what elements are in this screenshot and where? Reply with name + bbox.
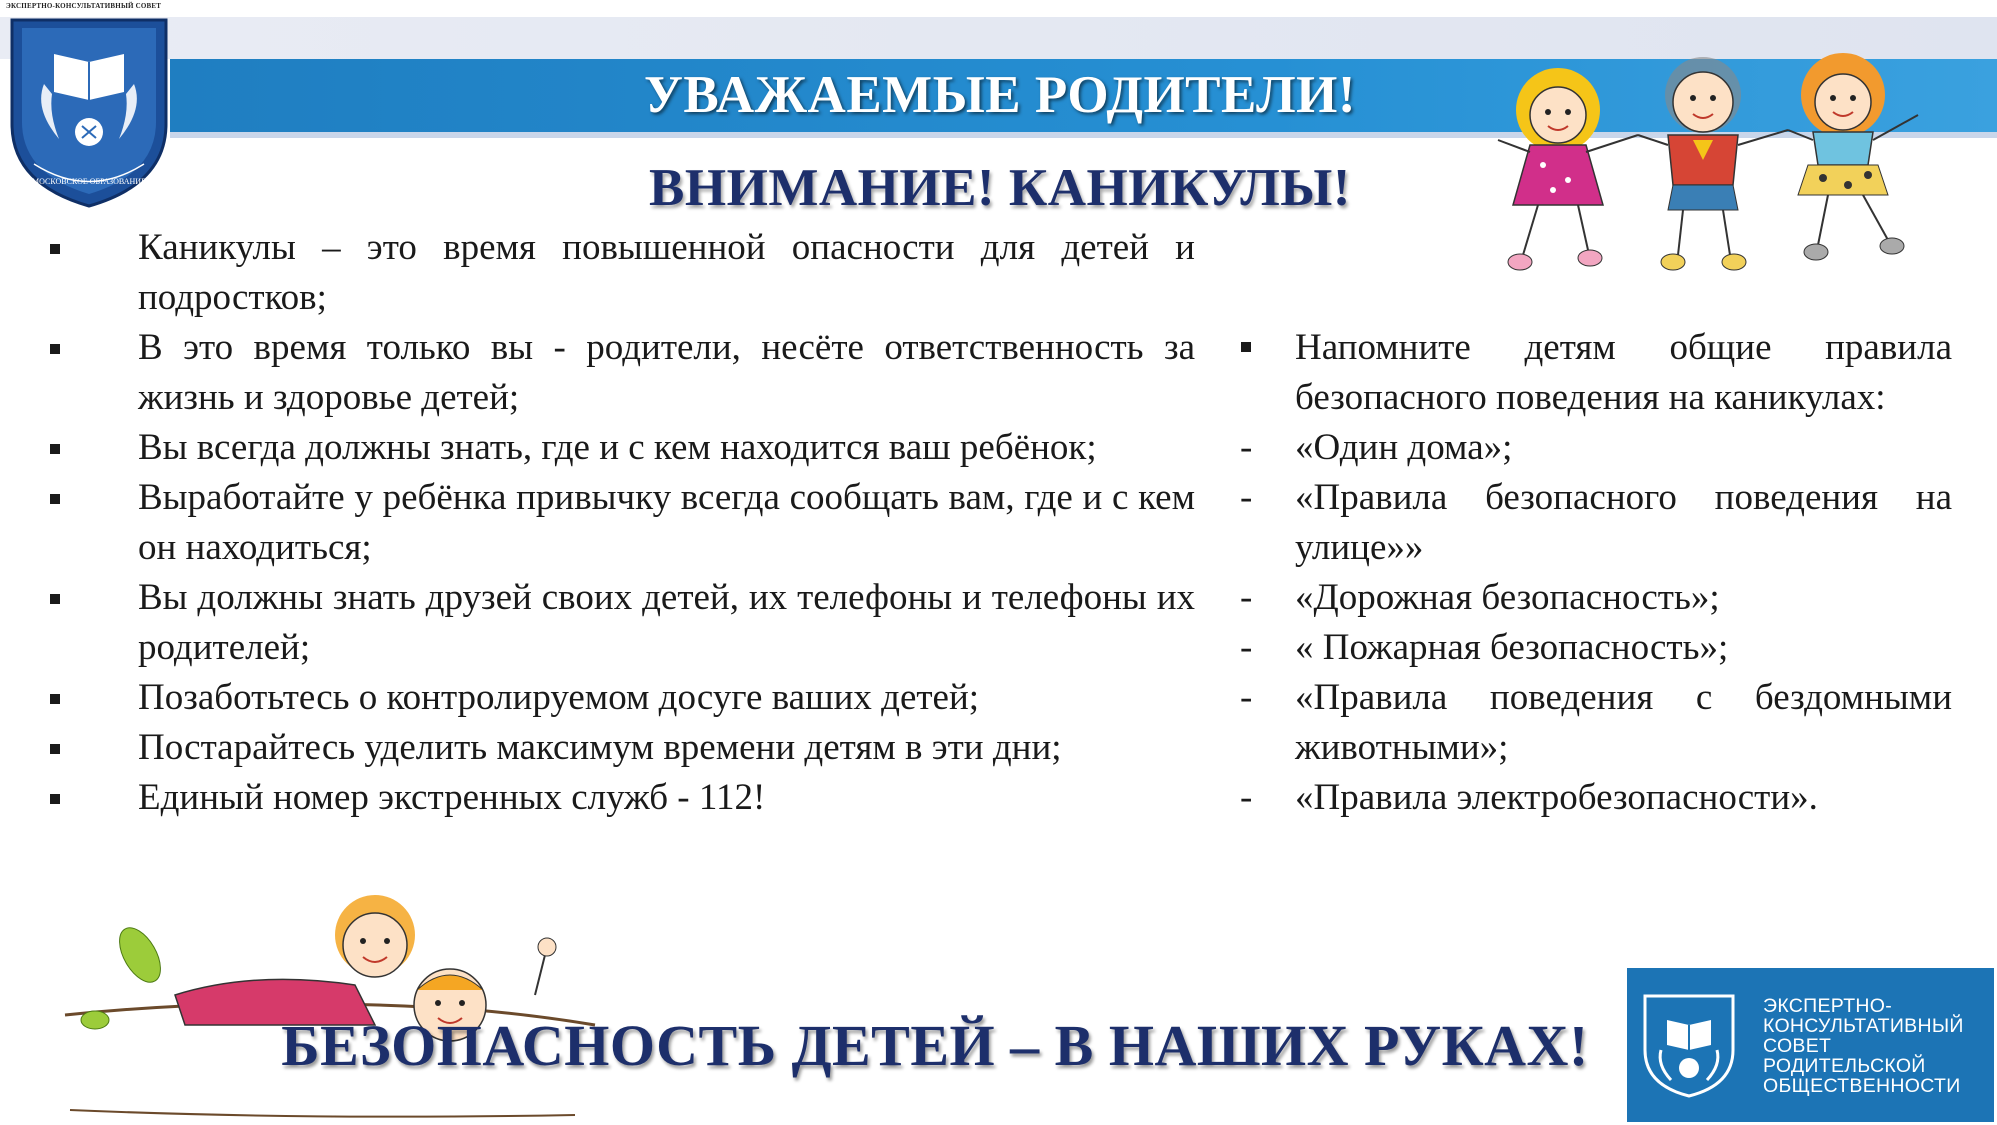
list-item: Постарайтесь уделить максимум времени детям в эти дни;	[40, 723, 1195, 773]
dash-icon: -	[1240, 477, 1253, 518]
small-caption: ЭКСПЕРТНО-КОНСУЛЬТАТИВНЫЙ СОВЕТ	[6, 2, 162, 10]
list-item: Вы должны знать друзей своих детей, их телефоны и телефоны их родителей;	[40, 573, 1195, 673]
list-item: - «Правила поведения с бездомными животными»;	[1232, 673, 1952, 773]
shield-logo-icon	[1639, 990, 1739, 1100]
rules-list	[1232, 423, 1952, 823]
bullet-icon	[50, 244, 60, 254]
bullet-icon	[50, 494, 60, 504]
bullet-icon	[50, 594, 60, 604]
children-on-branch-illustration	[55, 875, 615, 1125]
dash-icon: -	[1240, 427, 1253, 468]
bullet-icon	[50, 794, 60, 804]
bullet-icon	[50, 744, 60, 754]
svg-text:МОСКОВСКОЕ ОБРАЗОВАНИЕ: МОСКОВСКОЕ ОБРАЗОВАНИЕ	[32, 177, 146, 186]
logo-text: ЭКСПЕРТНО- КОНСУЛЬТАТИВНЫЙ СОВЕТ РОДИТЕЛЬСКОЙ ОБЩЕСТВЕННОСТИ	[1763, 995, 1964, 1097]
list-item: Позаботьтесь о контролируемом досуге ваших детей;	[40, 673, 1195, 723]
bullet-icon	[50, 444, 60, 454]
page-title: УВАЖАЕМЫЕ РОДИТЕЛИ!	[643, 66, 1357, 124]
slogan: БЕЗОПАСНОСТЬ ДЕТЕЙ – В НАШИХ РУКАХ!	[281, 1013, 1589, 1078]
dash-icon: -	[1240, 627, 1253, 668]
dash-icon: -	[1240, 777, 1253, 818]
dash-icon: -	[1240, 677, 1253, 718]
list-item: Выработайте у ребёнка привычку всегда сообщать вам, где и с кем он находиться;	[40, 473, 1195, 573]
list-item: Каникулы – это время повышенной опасности для детей и подростков;	[40, 223, 1195, 323]
shield-emblem-icon	[4, 14, 174, 209]
list-item: - «Дорожная безопасность»;	[1232, 573, 1952, 623]
page-subtitle: ВНИМАНИЕ! КАНИКУЛЫ!	[649, 159, 1351, 217]
list-item: Единый номер экстренных служб - 112!	[40, 773, 1195, 823]
rules-intro: Напомните детям общие правила безопасного поведения на каникулах:	[1232, 323, 1952, 423]
list-item: - « Пожарная безопасность»;	[1232, 623, 1952, 673]
bullet-icon	[1241, 342, 1251, 352]
left-advice-list	[40, 223, 1195, 823]
list-item: - «Правила электробезопасности».	[1232, 773, 1952, 823]
list-item: - «Один дома»;	[1232, 423, 1952, 473]
bullet-icon	[50, 694, 60, 704]
list-item: В это время только вы - родители, несёте ответственность за жизнь и здоровье детей;	[40, 323, 1195, 423]
right-rules-block	[1232, 323, 1952, 823]
dash-icon: -	[1240, 577, 1253, 618]
council-logo	[1627, 968, 1994, 1122]
list-item: - «Правила безопасного поведения на улице»»	[1232, 473, 1952, 573]
bullet-icon	[50, 344, 60, 354]
children-illustration	[1468, 40, 1958, 290]
list-item: Вы всегда должны знать, где и с кем находится ваш ребёнок;	[40, 423, 1195, 473]
